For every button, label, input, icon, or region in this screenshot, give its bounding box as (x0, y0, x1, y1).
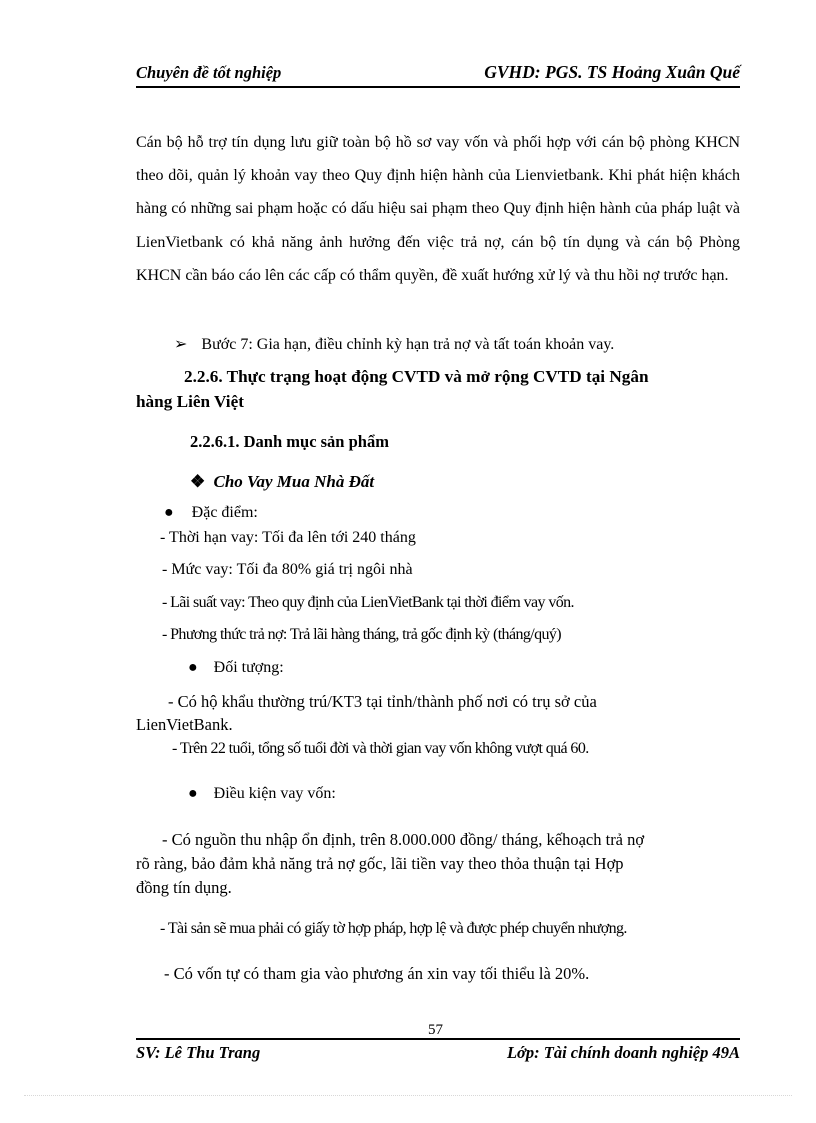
arrow-bullet-icon: ➢ (174, 336, 188, 353)
section-2-2-6-heading-cont: hàng Liên Việt (136, 392, 244, 411)
footer-class: Lớp: Tài chính doanh nghiệp 49A (506, 1043, 740, 1062)
step-7-line (174, 334, 614, 354)
footer-divider (136, 1038, 740, 1040)
intro-paragraph-block (136, 126, 740, 292)
bullet-dot-icon: ● (164, 504, 174, 521)
subjects-heading: Đối tượng: (213, 659, 284, 676)
product-title: Cho Vay Mua Nhà Đất (213, 472, 375, 491)
footer-student: SV: Lê Thu Trang (136, 1043, 261, 1062)
bullet-dot-icon: ● (188, 659, 198, 676)
section-2-2-6-heading: 2.2.6. Thực trạng hoạt động CVTD và mở rộng CVTD tại Ngân (184, 367, 649, 386)
features-heading-line (164, 504, 258, 522)
diamond-bullet-icon: ❖ (190, 472, 206, 491)
page-bottom-dotted-line (24, 1095, 792, 1096)
subject-item-1-line-1: - Có hộ khẩu thường trú/KT3 tại tỉnh/thành phố nơi có trụ sở của (168, 692, 597, 711)
features-heading: Đặc điểm: (191, 504, 258, 521)
bullet-dot-icon: ● (188, 785, 198, 802)
conditions-heading: Điều kiện vay vốn: (213, 785, 336, 802)
intro-paragraph: Cán bộ hỗ trợ tín dụng lưu giữ toàn bộ hồ sơ vay vốn và phối hợp với cán bộ phòng KHCN theo dõi, quản lý khoản vay theo Quy định hiện hành của Lienvietbank. Khi phát hiện khách hàng có những sai phạm hoặc có dấu hiệu sai phạm theo Quy định hiện hành của pháp luật và LienVietbank có khả năng ảnh hưởng đến việc trả nợ, cán bộ tín dụng và cán bộ Phòng KHCN cần báo cáo lên các cấp có thẩm quyền, đề xuất hướng xử lý và thu hồi nợ trước hạn. (136, 134, 740, 284)
feature-item: - Thời hạn vay: Tối đa lên tới 240 tháng (160, 529, 416, 546)
feature-item: - Mức vay: Tối đa 80% giá trị ngôi nhà (162, 561, 413, 578)
step-7-text: Bước 7: Gia hạn, điều chỉnh kỳ hạn trả nợ và tất toán khoản vay. (201, 336, 615, 353)
header-title: Chuyên đề tốt nghiệp (136, 63, 282, 82)
page-header (136, 60, 740, 88)
section-2-2-6-1-heading: 2.2.6.1. Danh mục sản phẩm (190, 432, 389, 451)
condition-item-1-line-2: rõ ràng, bảo đảm khả năng trả nợ gốc, lãi tiền vay theo thỏa thuận tại Hợp (136, 854, 624, 873)
header-advisor: GVHD: PGS. TS Hoảng Xuân Quế (484, 62, 740, 82)
feature-item: - Phương thức trả nợ: Trả lãi hàng tháng, trả gốc định kỳ (tháng/quý) (162, 626, 562, 643)
subject-item-2: - Trên 22 tuổi, tổng số tuổi đời và thời gian vay vốn không vượt quá 60. (172, 740, 589, 757)
condition-item-2: - Tài sản sẽ mua phải có giấy tờ hợp pháp, hợp lệ và được phép chuyển nhượng. (160, 920, 627, 937)
subject-item-1-line-2: LienVietBank. (136, 715, 233, 734)
feature-item: - Lãi suất vay: Theo quy định của LienVietBank tại thời điểm vay vốn. (162, 594, 574, 611)
product-heading (190, 472, 374, 492)
page-number: 57 (428, 1022, 443, 1038)
condition-item-3: - Có vốn tự có tham gia vào phương án xin vay tối thiểu là 20%. (164, 964, 590, 983)
conditions-heading-line (188, 785, 336, 803)
subjects-heading-line (188, 659, 284, 677)
condition-item-1-line-1: - Có nguồn thu nhập ổn định, trên 8.000.000 đồng/ tháng, kếhoạch trả nợ (162, 830, 645, 849)
condition-item-1-line-3: đồng tín dụng. (136, 878, 232, 897)
